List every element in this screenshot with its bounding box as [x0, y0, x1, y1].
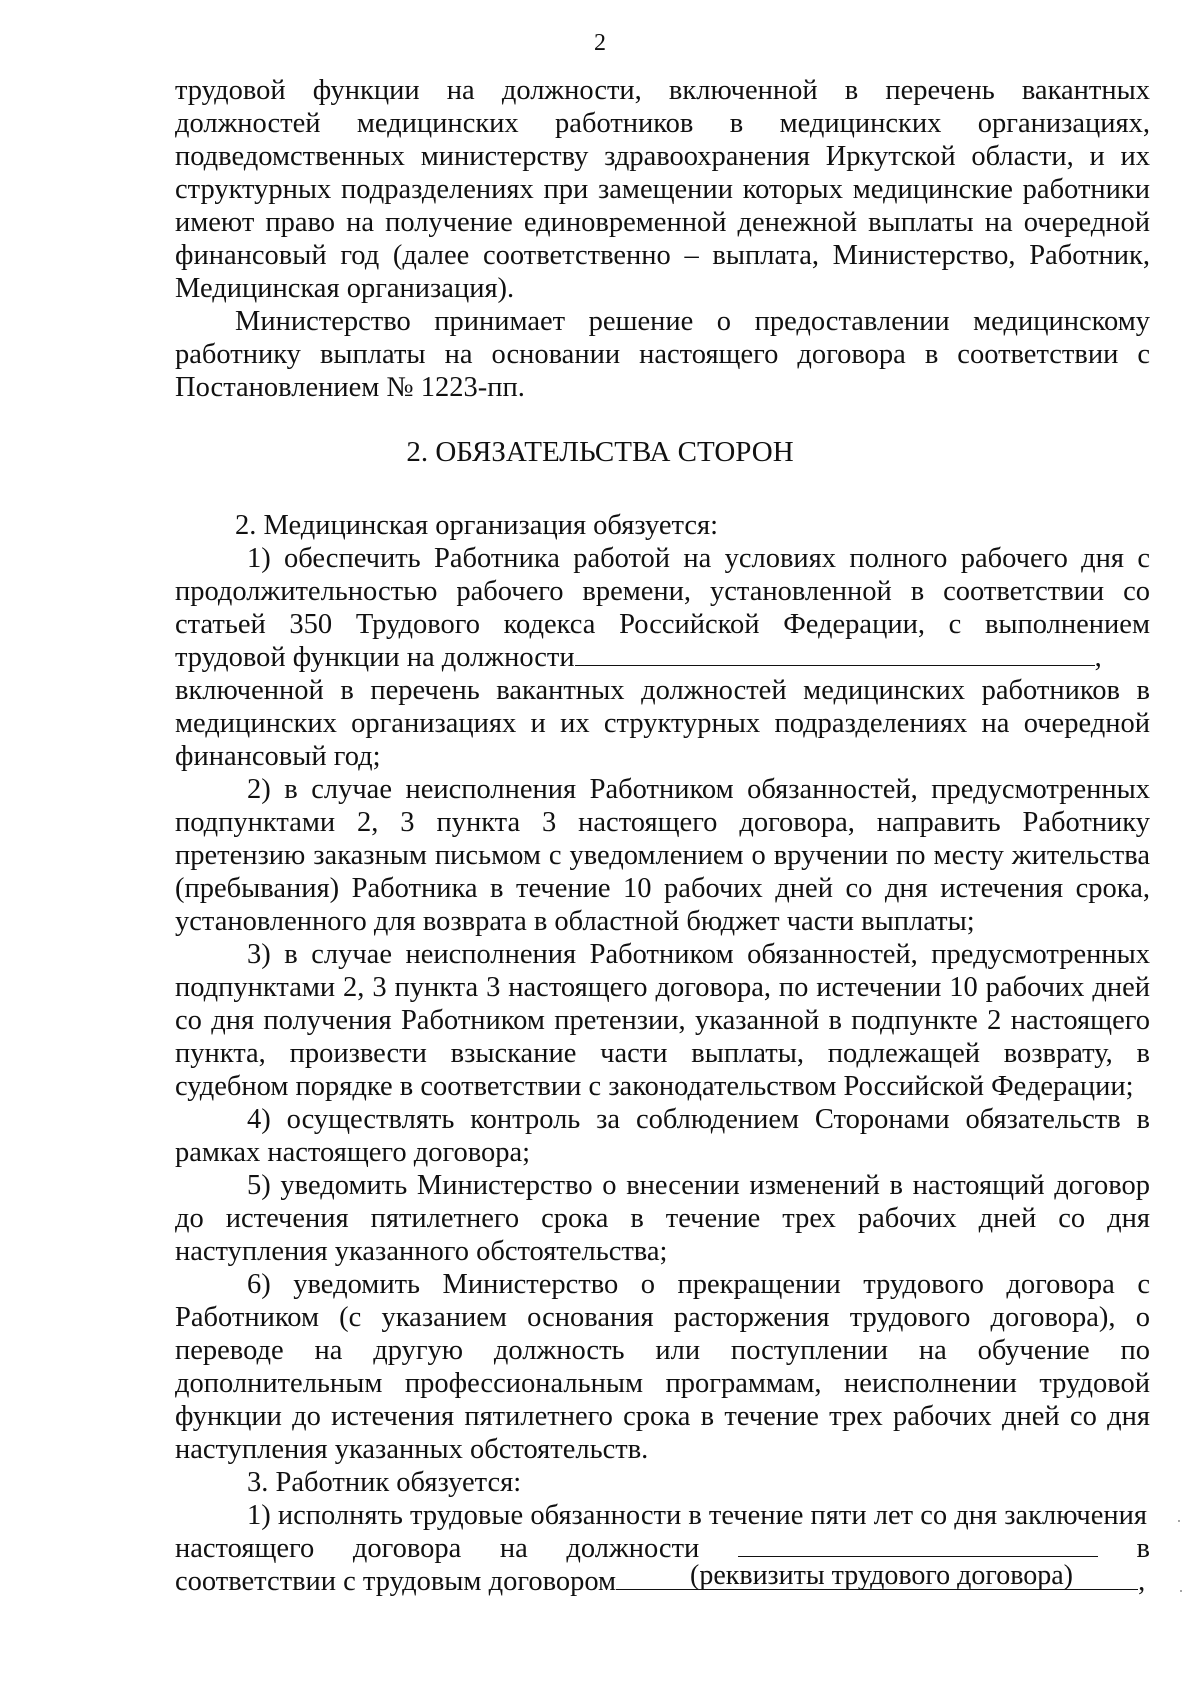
word: договора: [352, 1533, 462, 1564]
clause-2-item-5: 5) уведомить Министерство о внесении изменений в настоящий договор до истечения пятилетнего срока в течение трех рабочих дней со дня наступления указанного обстоятельства;: [175, 1170, 1150, 1267]
position-blank-line: [575, 641, 1095, 666]
clause-2-item-2: 2) в случае неисполнения Работником обязанностей, предусмотренных подпунктами 2, 3 пункта 3 настоящего договора, направить Работнику претензию заказным письмом с уведомлением о вручении по месту жительства (пребывания) Работника в течение 10 рабочих дней со дня истечения срока, установленного для возврата в областной бюджет части выплаты;: [175, 774, 1150, 937]
clause-2-heading: 2. Медицинская организация обязуется:: [235, 510, 718, 541]
clause-2-item-1-continued: включенной в перечень вакантных должностей медицинских работников в медицинских организациях и их структурных подразделениях на очередной финансовый год;: [175, 675, 1150, 772]
comma: ,: [1094, 642, 1102, 673]
clause-2-item-6: 6) уведомить Министерство о прекращении трудового договора с Работником (с указанием основания расторжения трудового договора), о переводе на другую должность или поступлении на обучение по дополнительным профессиональным программам, неисполнении трудовой функции до истечения пятилетнего срока в течение трех рабочих дней со дня наступления указанных обстоятельств.: [175, 1269, 1150, 1465]
comma: ,: [1138, 1566, 1146, 1597]
scan-speck: [1178, 1520, 1180, 1522]
clause-2-item-4: 4) осуществлять контроль за соблюдением Сторонами обязательств в рамках настоящего договора;: [175, 1104, 1150, 1168]
intro-paragraph-1: трудовой функции на должности, включенной в перечень вакантных должностей медицинских работников в медицинских организациях, подведомственных министерству здравоохранения Иркутской области, и их структурных подразделениях при замещении которых медицинские работники имеют право на получение единовременной денежной выплаты на очередной финансовый год (далее соответственно – выплата, Министерство, Работник, Медицинская организация).: [175, 75, 1150, 304]
word: настоящего: [175, 1533, 315, 1564]
intro-block: [175, 74, 1150, 404]
scan-speck: [1180, 1590, 1182, 1592]
clause-3-item-1: 1) исполнять трудовые обязанности в течение пяти лет со дня заключения: [247, 1500, 1147, 1531]
clause-2-block: [175, 509, 1150, 1598]
clause-2-item-1-text: 1) обеспечить Работника работой на условиях полного рабочего дня с продолжительностью рабочего времени, установленной в соответствии со статьей 350 Трудового кодекса Российской Федерации, с выполнением трудовой функции на должности: [175, 543, 1150, 673]
word: в: [1136, 1533, 1150, 1564]
word: должности: [566, 1533, 700, 1564]
position-blank-line: [738, 1532, 1098, 1557]
clause-2-item-3: 3) в случае неисполнения Работником обязанностей, предусмотренных подпунктами 2, 3 пункта 3 настоящего договора, по истечении 10 рабочих дней со дня получения Работником претензии, указанной в подпункте 2 настоящего пункта, произвести взыскание части выплаты, подлежащей возврату, в судебном порядке в соответствии с законодательством Российской Федерации;: [175, 939, 1150, 1102]
word: на: [499, 1533, 528, 1564]
intro-paragraph-2: Министерство принимает решение о предоставлении медицинскому работнику выплаты на основании настоящего договора в соответствии с Постановлением № 1223-пп.: [175, 306, 1150, 403]
contract-details-caption: (реквизиты трудового договора): [690, 1560, 1073, 1591]
clause-2-item-1: [175, 542, 1150, 674]
section-title: 2. ОБЯЗАТЕЛЬСТВА СТОРОН: [406, 436, 794, 468]
clause-3-heading: 3. Работник обязуется:: [247, 1467, 522, 1498]
page-number: 2: [594, 30, 606, 56]
contract-label: соответствии с трудовым договором: [175, 1566, 617, 1597]
